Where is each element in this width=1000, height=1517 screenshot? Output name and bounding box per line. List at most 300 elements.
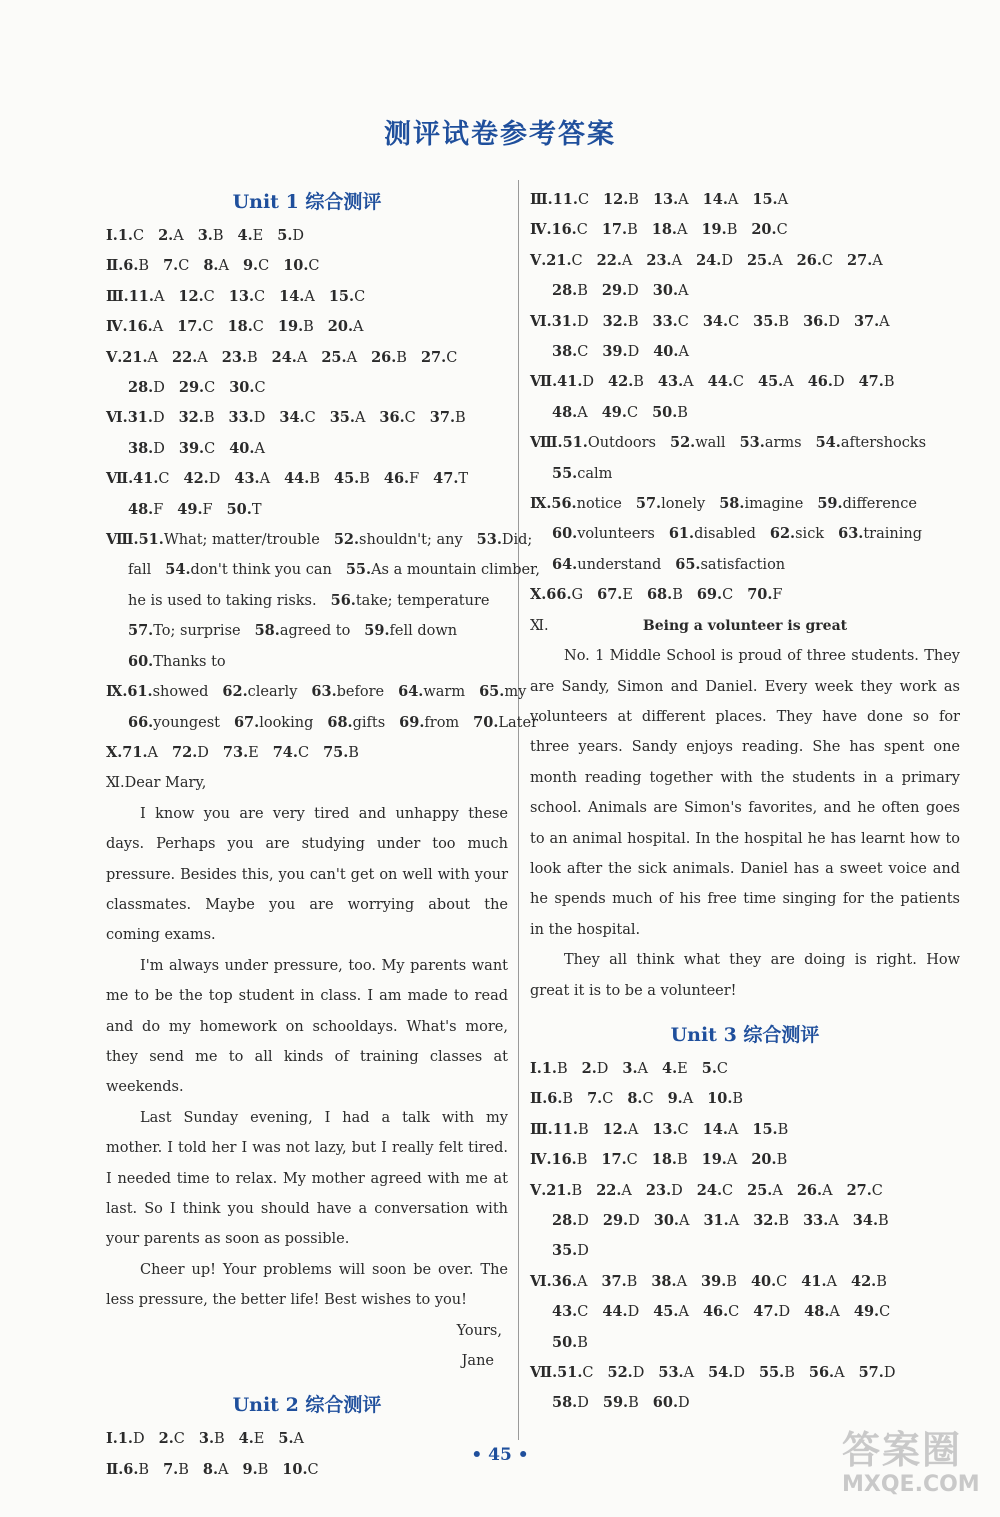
answer-value: A: [293, 1431, 305, 1448]
question-number: 5.: [277, 227, 293, 244]
question-number: 15.: [752, 191, 778, 208]
question-number: 60.: [652, 1394, 678, 1412]
answer-value: D: [292, 228, 305, 244]
question-number: 59.: [364, 622, 390, 640]
letter-closing: Yours,: [456, 1322, 502, 1339]
answer-value: B: [138, 1461, 150, 1478]
answer-row: [530, 428, 960, 458]
answer-item: [530, 1061, 568, 1077]
letter-greeting: Dear Mary,: [124, 775, 207, 792]
question-number: 56.: [330, 591, 356, 609]
answer-value: aftershocks: [840, 435, 927, 452]
answer-value: A: [218, 1461, 229, 1478]
answer-item: [128, 654, 226, 670]
question-number: 30.: [229, 379, 255, 397]
answer-value: understand: [577, 556, 662, 573]
answer-item: [421, 350, 457, 366]
question-number: 64.: [398, 683, 424, 701]
answer-row: [530, 1236, 960, 1266]
answer-value: C: [732, 374, 744, 391]
answer-row: [106, 251, 508, 281]
answer-item: [128, 715, 220, 731]
question-number: 27.: [420, 348, 447, 366]
question-number: 49.: [853, 1303, 880, 1321]
question-number: 19.: [277, 318, 304, 336]
question-number: 18.: [651, 221, 677, 239]
question-number: 32.: [602, 312, 628, 330]
answer-value: D: [778, 1304, 791, 1321]
watermark-text: 答案圈: [842, 1428, 963, 1472]
answer-item: [243, 258, 269, 274]
answer-item: [770, 526, 824, 542]
answer-item: [530, 587, 583, 603]
answer-item: [652, 314, 688, 330]
answer-item: [530, 374, 594, 390]
question-number: 59.: [602, 1394, 629, 1412]
answer-value: warm: [423, 684, 466, 701]
answer-value: A: [153, 288, 165, 305]
unit1-heading: Unit 1 综合测评: [232, 191, 382, 213]
question-number: 69.: [399, 713, 425, 731]
question-number: 48.: [804, 1303, 830, 1321]
answer-item: [530, 222, 588, 238]
answer-value: training: [863, 526, 922, 543]
answer-item: [658, 374, 694, 390]
answer-value: B: [178, 1461, 189, 1478]
answer-value: B: [577, 283, 588, 300]
question-number: 57.: [128, 622, 154, 640]
answer-item: [653, 192, 689, 208]
answer-value: C: [204, 440, 216, 457]
unit3-answers: [530, 1054, 960, 1419]
answer-item: [552, 557, 661, 573]
answer-item: [179, 410, 215, 426]
question-number: 47.: [858, 373, 884, 391]
answer-item: [603, 1213, 640, 1229]
answer-item: [530, 192, 589, 208]
question-number: 58.: [719, 495, 745, 513]
question-number: 4.: [238, 1430, 254, 1448]
answer-value: B: [257, 1461, 269, 1478]
answer-value: C: [577, 344, 589, 361]
question-number: 28.: [552, 282, 578, 300]
answer-row: [530, 1054, 960, 1084]
answer-item: [106, 471, 170, 487]
answer-row: [530, 1388, 960, 1418]
answer-row: [530, 459, 960, 489]
answer-value: C: [626, 1152, 638, 1169]
answer-value: A: [772, 252, 783, 269]
answer-row: [106, 586, 508, 616]
question-number: 53.: [658, 1364, 684, 1382]
answer-value: B: [633, 374, 644, 391]
answer-item: [128, 441, 165, 457]
answer-value: B: [628, 192, 639, 208]
answer-value: D: [582, 374, 595, 391]
answer-item: [384, 471, 419, 487]
answer-row: [106, 464, 508, 494]
answer-row: [106, 403, 508, 433]
answer-value: B: [138, 258, 150, 275]
answer-value: A: [254, 440, 265, 457]
question-number: 33.: [652, 312, 678, 330]
answer-row: [530, 1206, 960, 1236]
answer-value: from: [424, 714, 460, 731]
answer-item: [530, 1274, 587, 1290]
question-number: 8.: [202, 1460, 218, 1478]
question-number: 44.: [707, 373, 733, 391]
question-number: 4.: [662, 1059, 678, 1077]
answer-row: [106, 343, 508, 373]
answer-value: A: [173, 228, 184, 244]
question-number: 67.: [233, 713, 260, 731]
question-number: 47.: [433, 470, 459, 488]
answer-item: [701, 222, 737, 238]
answer-item: [847, 253, 883, 269]
question-number: 57.: [635, 495, 662, 513]
answer-row: [530, 398, 960, 428]
answer-value: B: [878, 1213, 889, 1229]
answer-value: C: [158, 471, 170, 488]
question-number: 17.: [177, 318, 203, 336]
page-number: • 45 •: [471, 1445, 529, 1465]
answer-item: [601, 1274, 637, 1290]
answer-item: [627, 1091, 653, 1107]
question-number: 63.: [311, 683, 337, 701]
answer-value: Outdoors: [587, 435, 656, 452]
answer-item: [838, 526, 922, 542]
question-number: 37.: [853, 312, 880, 330]
answer-value: my: [504, 684, 527, 701]
answer-item: [283, 258, 319, 274]
answer-item: [602, 222, 638, 238]
unit2-heading: Unit 2 综合测评: [232, 1394, 382, 1417]
answer-value: D: [152, 410, 165, 427]
answer-row: [106, 434, 508, 464]
question-number: 9.: [242, 257, 259, 275]
answer-row: [530, 337, 960, 367]
answer-item: [106, 532, 320, 548]
answer-value: C: [308, 258, 320, 275]
answer-item: [106, 745, 158, 761]
right-column: [530, 185, 960, 1419]
question-number: 5.: [701, 1059, 717, 1077]
question-number: Ⅸ.61.: [106, 683, 153, 701]
answer-value: A: [671, 252, 683, 269]
answer-item: [433, 471, 468, 487]
answer-row: [530, 1297, 960, 1327]
answer-item: [329, 289, 365, 305]
answer-item: [608, 1365, 645, 1381]
question-number: 37.: [429, 409, 455, 427]
answer-item: [530, 253, 583, 269]
answer-item: [552, 344, 588, 360]
answer-item: [530, 314, 589, 330]
question-number: Ⅷ.51.: [530, 434, 588, 452]
answer-value: A: [147, 744, 159, 761]
question-number: 24.: [696, 251, 722, 269]
answer-value: showed: [152, 684, 209, 701]
answer-value: What; matter/trouble: [163, 532, 320, 549]
answer-value: C: [677, 313, 689, 330]
watermark-url: MXQE.COM: [842, 1472, 980, 1497]
answer-row: [530, 215, 960, 245]
question-number: 70.: [747, 586, 773, 604]
answer-row: [106, 312, 508, 342]
answer-row: [106, 677, 527, 707]
answer-value: A: [678, 283, 689, 300]
question-number: 60.: [128, 652, 154, 670]
question-number: 50.: [552, 1333, 578, 1351]
question-number: 28.: [128, 379, 154, 397]
answer-value: B: [455, 410, 466, 427]
answer-item: [106, 319, 163, 335]
question-number: Ⅵ.31.: [530, 312, 577, 330]
answer-item: [328, 319, 364, 335]
answer-value: E: [622, 587, 633, 604]
answer-value: D: [153, 440, 165, 457]
answer-value: shouldn't; any: [359, 532, 463, 549]
answer-value: satisfaction: [700, 556, 786, 573]
answer-value: C: [776, 1273, 788, 1290]
answer-value: C: [404, 410, 416, 427]
answer-item: [808, 374, 845, 390]
question-number: 37.: [601, 1272, 627, 1290]
answer-item: [106, 410, 165, 426]
answer-value: A: [834, 1365, 845, 1382]
answer-value: clearly: [247, 684, 298, 701]
answer-item: [651, 1274, 687, 1290]
answer-value: A: [727, 1121, 739, 1138]
question-number: 20.: [751, 221, 777, 239]
question-number: 23.: [645, 1181, 672, 1199]
question-number: 9.: [242, 1460, 258, 1478]
question-number: 34.: [279, 409, 305, 427]
answer-item: [668, 1091, 694, 1107]
answer-value: T: [458, 471, 469, 488]
question-number: 20.: [327, 318, 354, 336]
answer-item: [552, 1213, 589, 1229]
question-number: Ⅶ.41.: [106, 470, 159, 488]
answer-item: [530, 496, 622, 512]
answer-value: C: [254, 288, 266, 305]
answer-value: D: [208, 471, 221, 488]
answer-item: [670, 435, 726, 451]
answer-value: A: [621, 252, 633, 269]
answer-value: wall: [695, 435, 726, 452]
answer-item: [662, 1061, 688, 1077]
answer-item: [172, 350, 208, 366]
question-number: 45.: [757, 373, 784, 391]
letter-section-label: Ⅺ.: [106, 775, 125, 792]
answer-value: B: [883, 374, 895, 391]
answer-value: D: [883, 1365, 896, 1382]
letter-paragraph: Cheer up! Your problems will soon be over. The less pressure, the better life! Best wishes to you!: [106, 1261, 508, 1309]
answer-value: D: [627, 283, 639, 300]
answer-item: [530, 1122, 589, 1138]
answer-value: B: [672, 587, 683, 604]
answer-item: [228, 319, 264, 335]
answer-item: [817, 496, 917, 512]
answer-value: B: [784, 1365, 795, 1382]
answer-value: A: [678, 1213, 690, 1229]
column-divider: [518, 180, 519, 1440]
answer-item: [223, 745, 259, 761]
question-number: 54.: [165, 561, 191, 579]
question-number: 39.: [178, 439, 205, 457]
question-number: 46.: [383, 470, 410, 488]
answer-item: [479, 684, 526, 700]
answer-value: F: [409, 471, 420, 488]
answer-value: A: [353, 319, 364, 336]
answer-item: [222, 684, 297, 700]
answer-item: [229, 289, 265, 305]
answer-value: B: [571, 1182, 583, 1199]
answer-item: [603, 1395, 639, 1411]
question-number: 52.: [607, 1364, 633, 1382]
answer-item: [853, 1213, 889, 1229]
unit2-essay: [530, 611, 960, 1006]
answer-value: A: [783, 374, 794, 391]
question-number: 5.: [278, 1430, 294, 1448]
answer-value: B: [212, 228, 224, 244]
answer-value: youngest: [153, 714, 220, 731]
answer-value: C: [173, 1431, 185, 1448]
answer-value: D: [832, 374, 845, 391]
question-number: Ⅷ.51.: [106, 531, 164, 549]
letter-paragraph: I know you are very tired and unhappy these days. Perhaps you are studying under too much pressure. Besides this, you can't get on well with your classmates. Maybe you are worrying about the coming exams.: [106, 805, 508, 944]
question-number: 27.: [847, 251, 873, 269]
question-number: Ⅶ.41.: [530, 373, 583, 391]
question-number: 55.: [345, 561, 372, 579]
answer-value: C: [297, 744, 310, 761]
essay-title-line: [530, 611, 960, 641]
answer-item: [284, 471, 320, 487]
answer-value: D: [253, 410, 266, 427]
answer-item: [321, 350, 357, 366]
answer-item: [398, 684, 465, 700]
answer-value: A: [828, 1213, 839, 1229]
question-number: 22.: [172, 348, 198, 366]
question-number: 22.: [596, 1181, 622, 1199]
answer-row: [106, 373, 508, 403]
question-number: 2.: [158, 1430, 174, 1448]
question-number: 7.: [163, 1460, 179, 1478]
question-number: 41.: [801, 1272, 827, 1290]
question-number: Ⅱ.6.: [106, 257, 139, 275]
question-number: 53.: [739, 434, 765, 452]
question-number: 56.: [808, 1364, 835, 1382]
answer-item: [179, 380, 215, 396]
question-number: 68.: [646, 586, 673, 604]
answer-value: A: [676, 1273, 688, 1290]
answer-item: [331, 593, 490, 609]
answer-item: [753, 314, 789, 330]
answer-value: C: [304, 410, 316, 427]
answer-item: [708, 1365, 745, 1381]
answer-value: F: [202, 501, 213, 518]
answer-item: [323, 745, 359, 761]
question-number: 2.: [581, 1059, 597, 1077]
answer-item: [597, 253, 633, 269]
answer-value: F: [153, 501, 164, 518]
answer-value: To; surprise: [153, 623, 241, 640]
answer-item: [128, 562, 151, 578]
answer-item: [179, 441, 215, 457]
answer-value: A: [346, 349, 358, 366]
question-number: 2.: [158, 227, 174, 244]
question-number: 36.: [379, 409, 405, 427]
answer-value: D: [671, 1182, 683, 1199]
answer-value: E: [252, 228, 264, 244]
question-number: 14.: [702, 191, 728, 208]
question-number: 38.: [552, 343, 578, 361]
answer-item: [379, 410, 415, 426]
answer-value: C: [626, 404, 639, 421]
answer-item: [652, 1122, 688, 1138]
answer-value: C: [642, 1091, 654, 1108]
answer-item: [854, 314, 890, 330]
answer-item: [530, 435, 656, 451]
answer-item: [330, 410, 366, 426]
answer-value: B: [627, 222, 638, 239]
answer-item: [334, 532, 463, 548]
question-number: 26.: [371, 348, 397, 366]
answer-item: [669, 526, 756, 542]
answer-value: difference: [842, 496, 917, 513]
answer-item: [255, 623, 351, 639]
answer-value: agreed to: [279, 623, 351, 640]
answer-item: [859, 1365, 896, 1381]
answer-value: C: [178, 258, 190, 275]
answer-item: [277, 228, 304, 244]
answer-value: D: [576, 313, 589, 330]
answer-item: [172, 745, 209, 761]
question-number: 10.: [283, 257, 309, 275]
essay-paragraph: They all think what they are doing is right. How great it is to be a volunteer!: [530, 952, 960, 999]
question-number: 34.: [852, 1212, 879, 1229]
answer-item: [203, 258, 229, 274]
answer-value: As a mountain climber,: [371, 562, 541, 579]
question-number: 35.: [753, 312, 779, 330]
answer-item: [106, 350, 158, 366]
question-number: 48.: [128, 500, 154, 518]
answer-value: B: [556, 1060, 568, 1077]
question-number: 73.: [222, 743, 249, 761]
answer-item: [334, 471, 370, 487]
answer-item: [752, 192, 788, 208]
answer-value: C: [307, 1461, 319, 1478]
question-number: 62.: [222, 683, 248, 701]
answer-item: [238, 228, 264, 244]
answer-value: D: [632, 1365, 645, 1382]
answer-value: C: [677, 1121, 689, 1138]
answer-value: C: [871, 1182, 883, 1199]
answer-item: [530, 1365, 594, 1381]
answer-item: [602, 283, 639, 299]
answer-item: [430, 410, 466, 426]
answer-item: [804, 1304, 840, 1320]
answer-value: he is used to taking risks.: [128, 592, 317, 609]
answer-value: B: [776, 1152, 788, 1169]
answer-value: A: [726, 1152, 738, 1169]
question-number: 8.: [627, 1090, 643, 1108]
answer-item: [752, 1122, 788, 1138]
answer-row: [106, 495, 508, 525]
answer-value: A: [637, 1060, 649, 1077]
answer-value: lonely: [661, 496, 706, 513]
letter-signature: Jane: [461, 1353, 494, 1370]
